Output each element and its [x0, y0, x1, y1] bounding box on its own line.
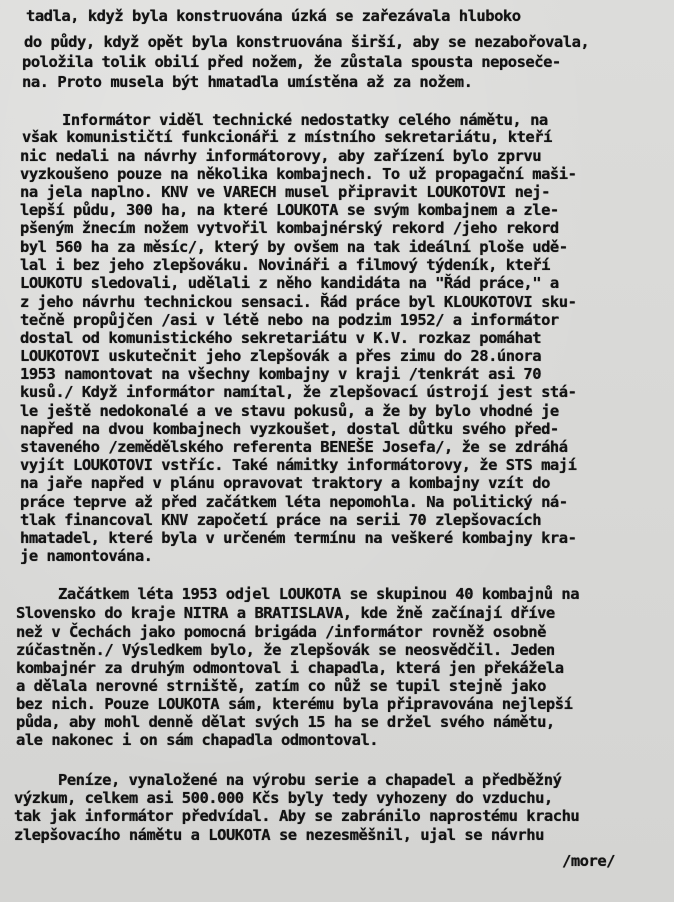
- text-line: LOUKOTOVI uskutečnit jeho zlepšovák a přes zimu do 28.února: [20, 347, 542, 365]
- text-line: a dělala nerovné strniště, zatím co nůž se tupil stejně jako: [16, 677, 546, 695]
- text-line: na jaře napřed v plánu opravovat traktory a kombajny vzít do: [20, 474, 550, 492]
- text-line: staveného /zemědělského referenta BENEŠE Josefa/, že se zdráhá: [20, 438, 568, 456]
- text-line: na. Proto musela být hmatadla umístěna až za nožem.: [22, 73, 473, 91]
- text-line: byl 560 ha za měsíc/, který by ovšem na tak ideální ploše udě-: [20, 238, 568, 256]
- continuation-marker: /more/: [562, 852, 615, 870]
- text-line: 1953 namontovat na všechny kombajny v kraji /tenkrát asi 70: [20, 365, 542, 383]
- text-line: práce teprve až před začátkem léta nepomohla. Na politický ná-: [20, 493, 568, 511]
- text-line: LOUKOTU sledovali, udělali z něho kandidáta na "Řád práce," a: [20, 274, 559, 292]
- text-line: z jeho návrhu technickou sensaci. Řád práce byl KLOUKOTOVI sku-: [20, 293, 577, 311]
- text-line: zúčastněn./ Výsledkem bylo, že zlepšovák se neosvědčil. Jeden: [16, 641, 555, 659]
- text-line: Začátkem léta 1953 odjel LOUKOTA se skupinou 40 kombajnů na: [58, 585, 580, 603]
- text-line: Peníze, vynaložené na výrobu serie a chapadel a předběžný: [58, 771, 562, 789]
- text-line: však komunističtí funkcionáři z místního sekretariátu, kteří: [22, 128, 552, 146]
- text-line: bez nich. Pouze LOUKOTA sám, kterému byla připravována nejlepší: [16, 695, 573, 713]
- text-line: tadla, když byla konstruována úzká se zařezávala hluboko: [26, 7, 521, 25]
- text-line: na jela naplno. KNV ve VARECH musel připravit LOUKOTOVI nej-: [20, 183, 550, 201]
- text-line: Informátor viděl technické nedostatky celého námětu, na: [62, 111, 548, 129]
- text-line: hmatadel, které byla v určeném termínu na veškeré kombajny kra-: [20, 529, 577, 547]
- text-line: tlak financoval KNV započetí práce na serii 70 zlepšovacích: [20, 511, 542, 529]
- text-line: vyjít LOUKOTOVI vstříc. Také námitky informátorovy, že STS mají: [20, 456, 577, 474]
- text-line: položila tolik obilí před nožem, že zůstala spousta neposeče-: [22, 53, 561, 71]
- text-line: je namontována.: [20, 547, 153, 565]
- text-line: tečně propůjčen /asi v létě nebo na podzim 1952/ a informátor: [20, 311, 559, 329]
- text-line: ale nakonec i on sám chapadla odmontoval.: [16, 731, 379, 749]
- text-line: do půdy, když opět byla konstruována širší, aby se nezabořovala,: [24, 33, 590, 51]
- text-line: výzkum, celkem asi 500.000 Kčs byly tedy vyhozeny do vzduchu,: [14, 789, 553, 807]
- text-line: napřed na dvou kombajnech vyzkoušet, dostal důtku svého před-: [20, 420, 559, 438]
- text-line: půda, aby mohl denně dělat svých 15 ha se držel svého námětu,: [16, 713, 555, 731]
- text-line: nic nedali na návrhy informátorovy, aby zařízení bylo zprvu: [20, 147, 542, 165]
- text-line: než v Čechách jako pomocná brigáda /informátor rovněž osobně: [16, 623, 546, 641]
- text-line: dostal od komunistického sekretariátu v K.V. rozkaz pomáhat: [20, 329, 542, 347]
- text-line: lepší půdu, 300 ha, na které LOUKOTA se svým kombajnem a zle-: [20, 201, 559, 219]
- text-line: vyzkoušeno pouze na několika kombajnech. To už propagační maši-: [20, 165, 577, 183]
- text-line: kusů./ Když informátor namítal, že zlepšovací ústrojí jest stá-: [20, 383, 577, 401]
- text-line: lal i bez jeho zlepšováku. Novináři a filmový týdeník, kteří: [20, 256, 550, 274]
- text-line: zlepšovacího námětu a LOUKOTA se nezesměšnil, ujal se návrhu: [14, 826, 544, 844]
- text-line: le ještě nedokonalé a ve stavu pokusů, a že by bylo vhodné je: [20, 402, 559, 420]
- text-line: Slovensko do kraje NITRA a BRATISLAVA, kde žně začínají dříve: [16, 604, 555, 622]
- text-line: tak jak informátor předvídal. Aby se zabránilo naprostému krachu: [14, 807, 580, 825]
- text-line: kombajnér za druhým odmontoval i chapadla, která jen překážela: [16, 659, 564, 677]
- text-line: pšeným žnecím nožem vytvořil kombajnérský rekord /jeho rekord: [20, 219, 559, 237]
